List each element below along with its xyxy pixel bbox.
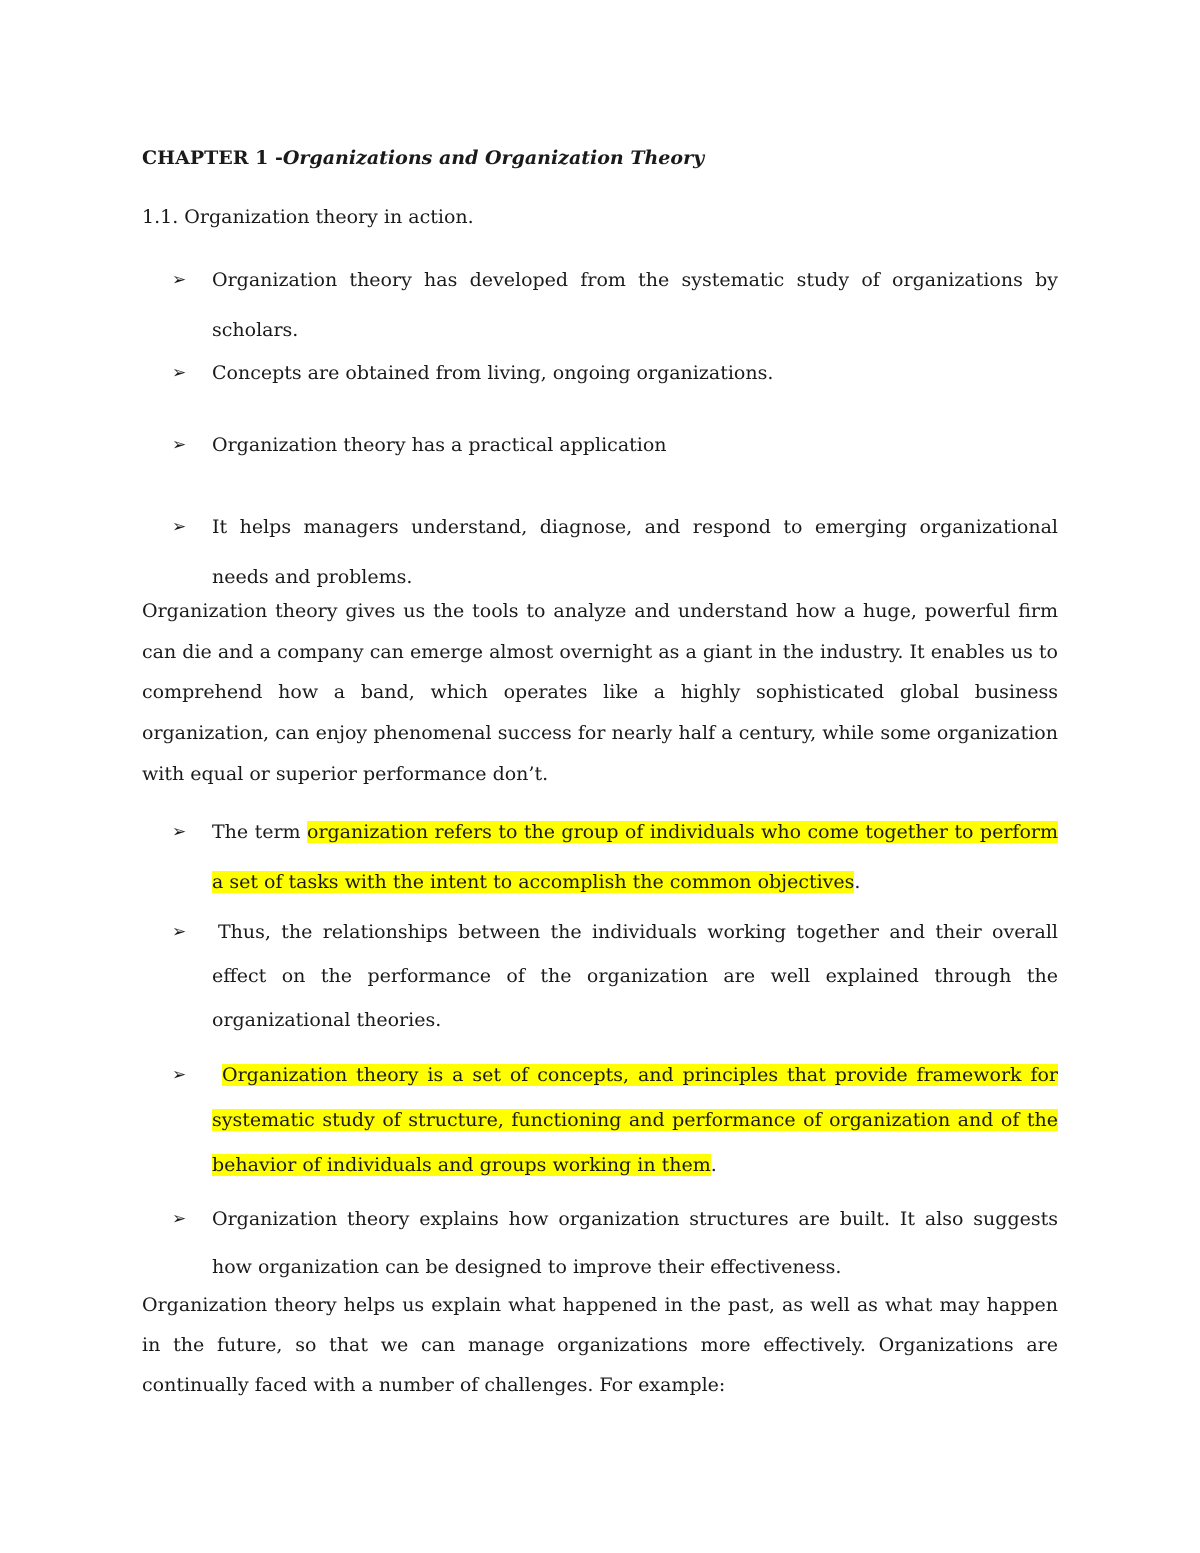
bullet-text: Organization theory explains how organization structures are built. It also suggests how organization can be designed to improve their effectiveness. — [212, 1208, 1058, 1278]
bullet-text: Organization theory has developed from the systematic study of organizations by scholars. — [212, 269, 1058, 341]
arrow-bullet-icon: ➢ — [172, 517, 187, 537]
highlighted-definition: organization refers to the group of individuals who come together to perform a set of tasks with the intent to accomplish the common objectives — [212, 821, 1058, 893]
list-item — [172, 1195, 1058, 1291]
list-item — [172, 910, 1058, 1042]
bullet-text: Concepts are obtained from living, ongoing organizations. — [212, 362, 774, 384]
list-item — [172, 1053, 1058, 1188]
chapter-name: Organizations and Organization Theory — [282, 147, 705, 169]
list-item — [172, 430, 1058, 460]
highlighted-definition: Organization theory is a set of concepts, and principles that provide framework for systematic study of structure, functioning and performance of organization and of the behavior of individuals and groups working in them — [212, 1064, 1058, 1176]
term-suffix: . — [854, 871, 861, 893]
section-heading: 1.1. Organization theory in action. — [142, 206, 474, 228]
arrow-bullet-icon: ➢ — [172, 922, 187, 942]
bullet-text — [212, 1053, 1058, 1188]
chapter-number: CHAPTER 1 - — [142, 147, 283, 169]
arrow-bullet-icon: ➢ — [172, 435, 187, 455]
arrow-bullet-icon: ➢ — [172, 822, 187, 842]
arrow-bullet-icon: ➢ — [172, 270, 187, 290]
term-prefix: The term — [212, 821, 307, 843]
list-item — [172, 255, 1058, 355]
arrow-bullet-icon: ➢ — [172, 1209, 187, 1229]
arrow-bullet-icon: ➢ — [172, 1065, 187, 1085]
bullet-text: Thus, the relationships between the individuals working together and their overall effect on the performance of the organization are well explained through the organizational theories. — [212, 921, 1058, 1031]
bullet-text: It helps managers understand, diagnose, and respond to emerging organizational needs and problems. — [212, 516, 1058, 588]
bullet-text — [212, 807, 1058, 907]
body-paragraph: Organization theory gives us the tools to analyze and understand how a huge, powerful firm can die and a company can emerge almost overnight as a giant in the industry. It enables us to comprehend how a band, which operates like a highly sophisticated global business organization, can enjoy phenomenal success for nearly half a century, while some organization with equal or superior performance don’t. — [142, 600, 1058, 785]
arrow-bullet-icon: ➢ — [172, 363, 187, 383]
chapter-title — [142, 144, 704, 172]
list-item — [172, 807, 1058, 907]
list-item — [172, 358, 1058, 388]
body-paragraph: Organization theory helps us explain what happened in the past, as well as what may happen in the future, so that we can manage organizations more effectively. Organizations are continually faced with a number of challenges. For example: — [142, 1294, 1058, 1396]
list-item — [172, 502, 1058, 602]
bullet-text: Organization theory has a practical application — [212, 434, 667, 456]
theory-suffix: . — [710, 1154, 717, 1176]
